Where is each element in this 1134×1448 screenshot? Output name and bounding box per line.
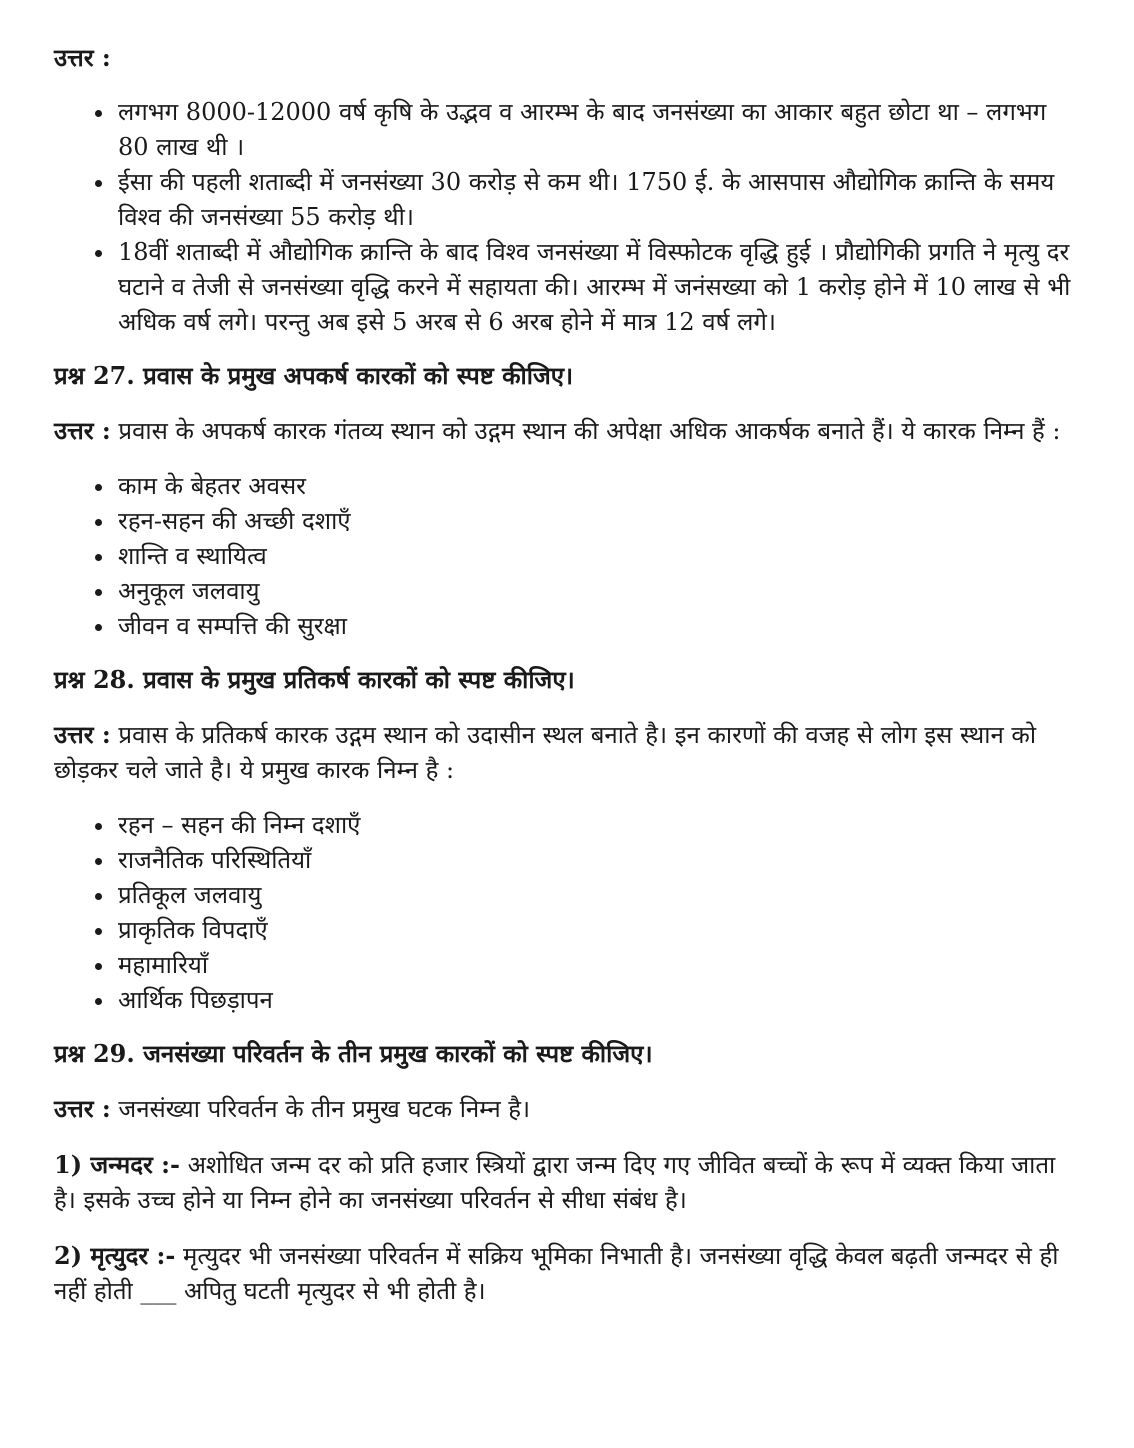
document-page	[54, 40, 1084, 1329]
list-item: • शान्ति व स्थायित्व	[116, 539, 1084, 574]
question-27-answer	[54, 413, 1084, 449]
list-item: • ईसा की पहली शताब्दी में जनसंख्या 30 करोड़ से कम थी। 1750 ई. के आसपास औद्योगिक क्रान्ति के समय विश्व की जनसंख्या 55 करोड़ थी।	[116, 165, 1084, 235]
birth-rate-text: अशोधित जन्म दर को प्रति हजार स्त्रियों द्वारा जन्म दिए गए जीवित बच्चों के रूप में व्यक्त किया जाता है। इसके उच्च होने या निम्न होने का जनसंख्या परिवर्तन से सीधा संबंध है।	[54, 1151, 1056, 1214]
question-27-heading: प्रश्न 27. प्रवास के प्रमुख अपकर्ष कारकों को स्पष्ट कीजिए।	[54, 361, 574, 390]
question-28-answer	[54, 717, 1084, 788]
list-item: • लगभग 8000-12000 वर्ष कृषि के उद्भव व आरम्भ के बाद जनसंख्या का आकार बहुत छोटा था – लगभग 80 लाख थी ।	[116, 95, 1084, 165]
list-item: • प्रतिकूल जलवायु	[116, 878, 1084, 913]
answer-label: उत्तर :	[54, 1094, 111, 1123]
answer-text: प्रवास के प्रतिकर्ष कारक उद्गम स्थान को उदासीन स्थल बनाते है। इन कारणों की वजह से लोग इस स्थान को छोड़कर चले जाते है। ये प्रमुख कारक निम्न है :	[54, 721, 1037, 784]
answer-text: प्रवास के अपकर्ष कारक गंतव्य स्थान को उद्गम स्थान की अपेक्षा अधिक आकर्षक बनाते हैं। ये कारक निम्न हैं :	[110, 417, 1061, 445]
list-item: • रहन-सहन की अच्छी दशाएँ	[116, 504, 1084, 539]
list-item: • अनुकूल जलवायु	[116, 574, 1084, 609]
question-28-heading: प्रश्न 28. प्रवास के प्रमुख प्रतिकर्ष कारकों को स्पष्ट कीजिए।	[54, 665, 575, 694]
death-rate-label: 2) मृत्युदर :-	[54, 1241, 176, 1270]
intro-answer-label: उत्तर :	[54, 43, 111, 72]
list-item: • जीवन व सम्पत्ति की सुरक्षा	[116, 609, 1084, 644]
list-item: • राजनैतिक परिस्थितियाँ	[116, 843, 1084, 878]
list-item: • 18वीं शताब्दी में औद्योगिक क्रान्ति के बाद विश्व जनसंख्या में विस्फोटक वृद्धि हुई । प्रौद्योगिकी प्रगति ने मृत्यु दर घटाने व तेजी से जनसंख्या वृद्धि करने में सहायता की। आरम्भ में जनंसख्या को 1 करोड़ होने में 10 लाख से भी अधिक वर्ष लगे। परन्तु अब इसे 5 अरब से 6 अरब होने में मात्र 12 वर्ष लगे।	[116, 235, 1084, 340]
question-29-answer	[54, 1091, 1084, 1127]
death-rate-paragraph	[54, 1238, 1084, 1309]
list-item: • महामारियाँ	[116, 948, 1084, 983]
list-item: • प्राकृतिक विपदाएँ	[116, 913, 1084, 948]
answer-text: जनसंख्या परिवर्तन के तीन प्रमुख घटक निम्न है।	[110, 1095, 531, 1123]
answer-label: उत्तर :	[54, 416, 111, 445]
question-28-bullet-list	[54, 808, 1084, 1018]
question-27-bullet-list	[54, 469, 1084, 644]
birth-rate-label: 1) जन्मदर :-	[54, 1150, 180, 1179]
list-item: • काम के बेहतर अवसर	[116, 469, 1084, 504]
list-item: • आर्थिक पिछड़ापन	[116, 983, 1084, 1018]
question-29-heading: प्रश्न 29. जनसंख्या परिवर्तन के तीन प्रमुख कारकों को स्पष्ट कीजिए।	[54, 1039, 653, 1068]
death-rate-text: मृत्युदर भी जनसंख्या परिवर्तन में सक्रिय भूमिका निभाती है। जनसंख्या वृद्धि केवल बढ़ती जन्मदर से ही नहीं होती ___ अपितु घटती मृत्युदर से भी होती है।	[54, 1242, 1059, 1305]
answer-label: उत्तर :	[54, 720, 111, 749]
birth-rate-paragraph	[54, 1147, 1084, 1218]
list-item: • रहन – सहन की निम्न दशाएँ	[116, 808, 1084, 843]
intro-bullet-list	[54, 95, 1084, 340]
